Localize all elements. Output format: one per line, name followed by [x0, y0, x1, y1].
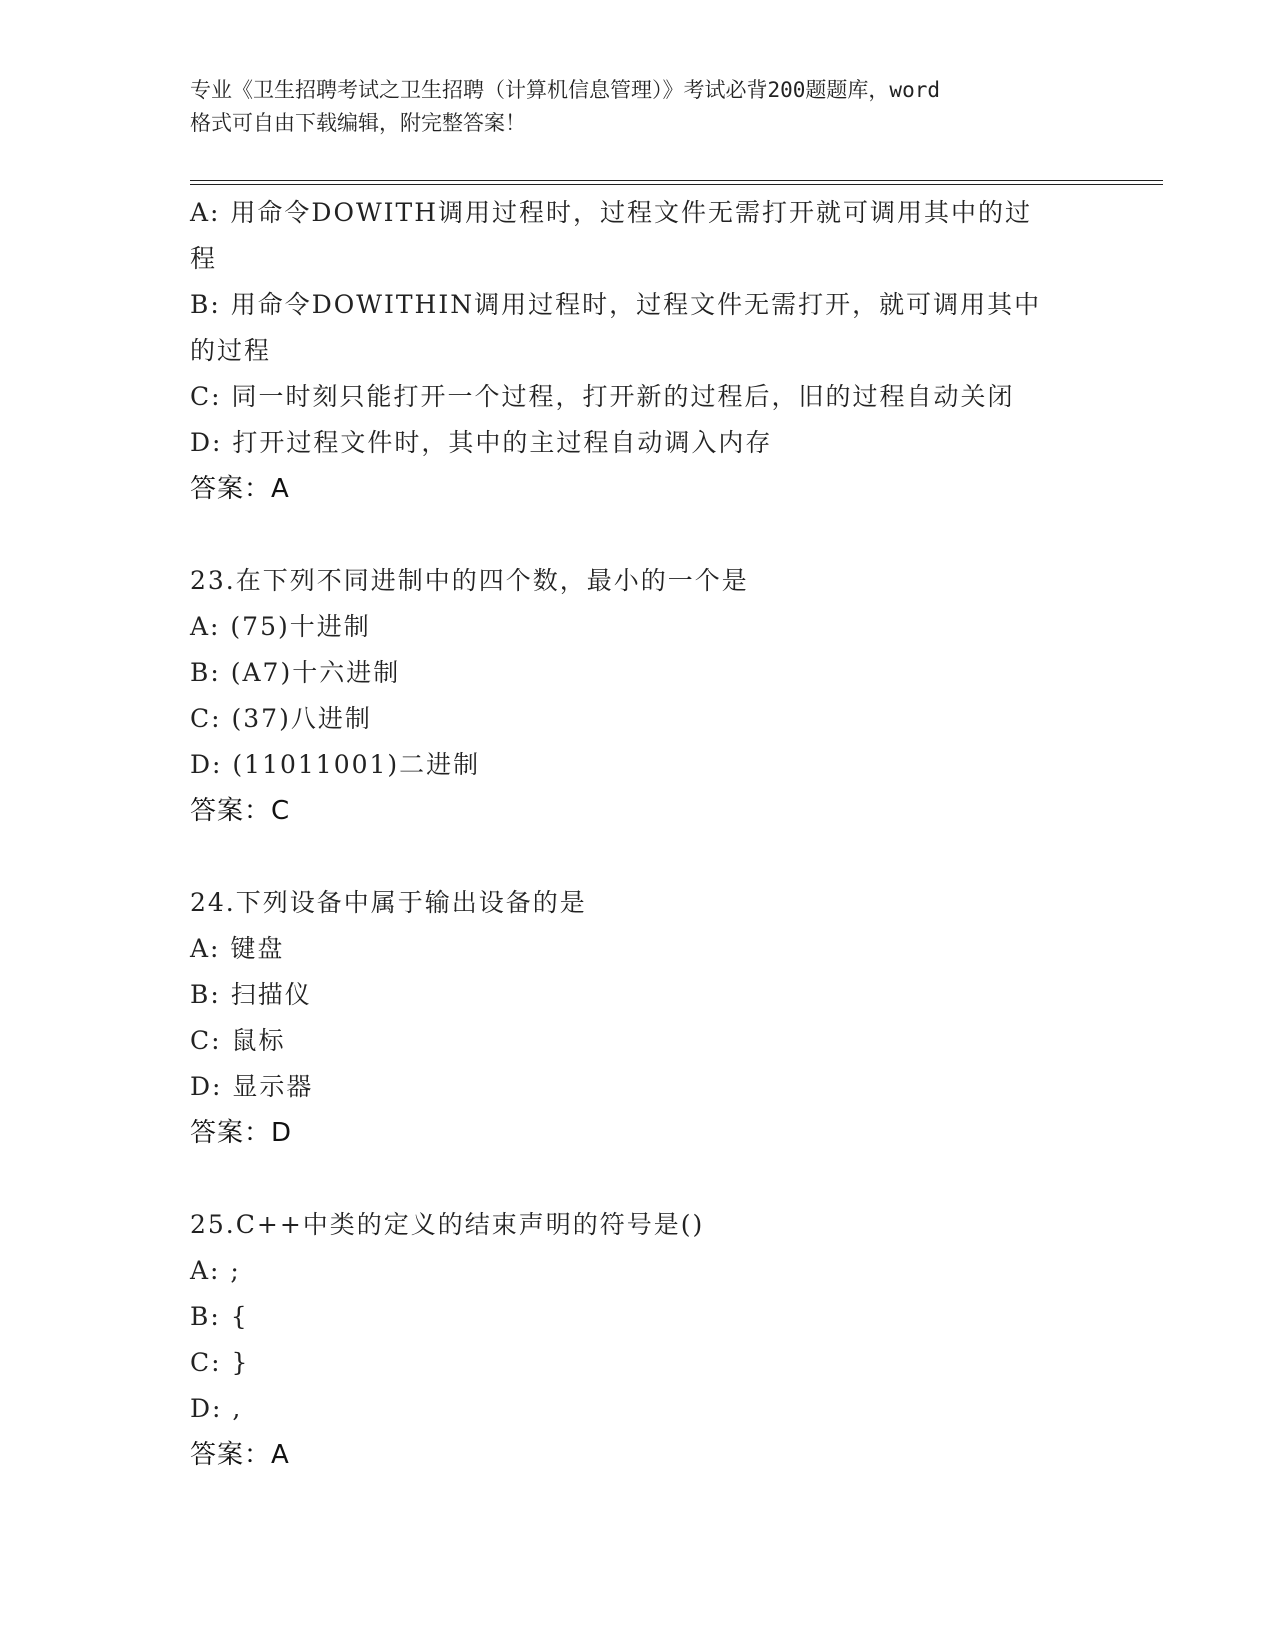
spacer	[190, 1156, 1090, 1202]
option-d: D: 显示器	[190, 1072, 314, 1101]
option-c: C: (37)八进制	[190, 704, 372, 733]
option-a-line-1: A: 用命令DOWITH调用过程时，过程文件无需打开就可调用其中的过	[190, 198, 1033, 227]
question-text: 25.C++中类的定义的结束声明的符号是()	[190, 1210, 705, 1239]
question-24	[190, 880, 1090, 1156]
question-22	[190, 190, 1090, 512]
option-b-line-2: 的过程	[190, 336, 272, 365]
option-d: D: 打开过程文件时，其中的主过程自动调入内存	[190, 428, 773, 457]
header-line-1: 专业《卫生招聘考试之卫生招聘（计算机信息管理）》考试必背200题题库，word	[190, 78, 940, 102]
question-text: 23.在下列不同进制中的四个数，最小的一个是	[190, 566, 749, 595]
header-line-2: 格式可自由下载编辑，附完整答案！	[190, 111, 526, 135]
option-a-line-2: 程	[190, 244, 218, 273]
option-b-line-1: B: 用命令DOWITHIN调用过程时，过程文件无需打开，就可调用其中	[190, 290, 1042, 319]
option-a: A: 键盘	[190, 934, 285, 963]
header-divider-bottom	[190, 184, 1163, 185]
answer: 答案：A	[190, 1440, 290, 1470]
question-text: 24.下列设备中属于输出设备的是	[190, 888, 587, 917]
option-a: A: ;	[190, 1256, 241, 1285]
question-23	[190, 558, 1090, 834]
answer: 答案：C	[190, 796, 291, 826]
option-a: A: (75)十进制	[190, 612, 371, 641]
document-header	[190, 74, 1090, 140]
answer: 答案：A	[190, 474, 290, 504]
option-b: B: 扫描仪	[190, 980, 312, 1009]
option-c: C: }	[190, 1348, 250, 1377]
header-divider-top	[190, 180, 1163, 181]
question-list	[190, 190, 1090, 1478]
option-c: C: 鼠标	[190, 1026, 286, 1055]
question-25	[190, 1202, 1090, 1478]
option-b: B: {	[190, 1302, 249, 1331]
option-c: C: 同一时刻只能打开一个过程，打开新的过程后，旧的过程自动关闭	[190, 382, 1015, 411]
option-b: B: (A7)十六进制	[190, 658, 401, 687]
option-d: D: (11011001)二进制	[190, 750, 481, 779]
spacer	[190, 512, 1090, 558]
answer: 答案：D	[190, 1118, 293, 1148]
spacer	[190, 834, 1090, 880]
option-d: D: ,	[190, 1394, 243, 1423]
